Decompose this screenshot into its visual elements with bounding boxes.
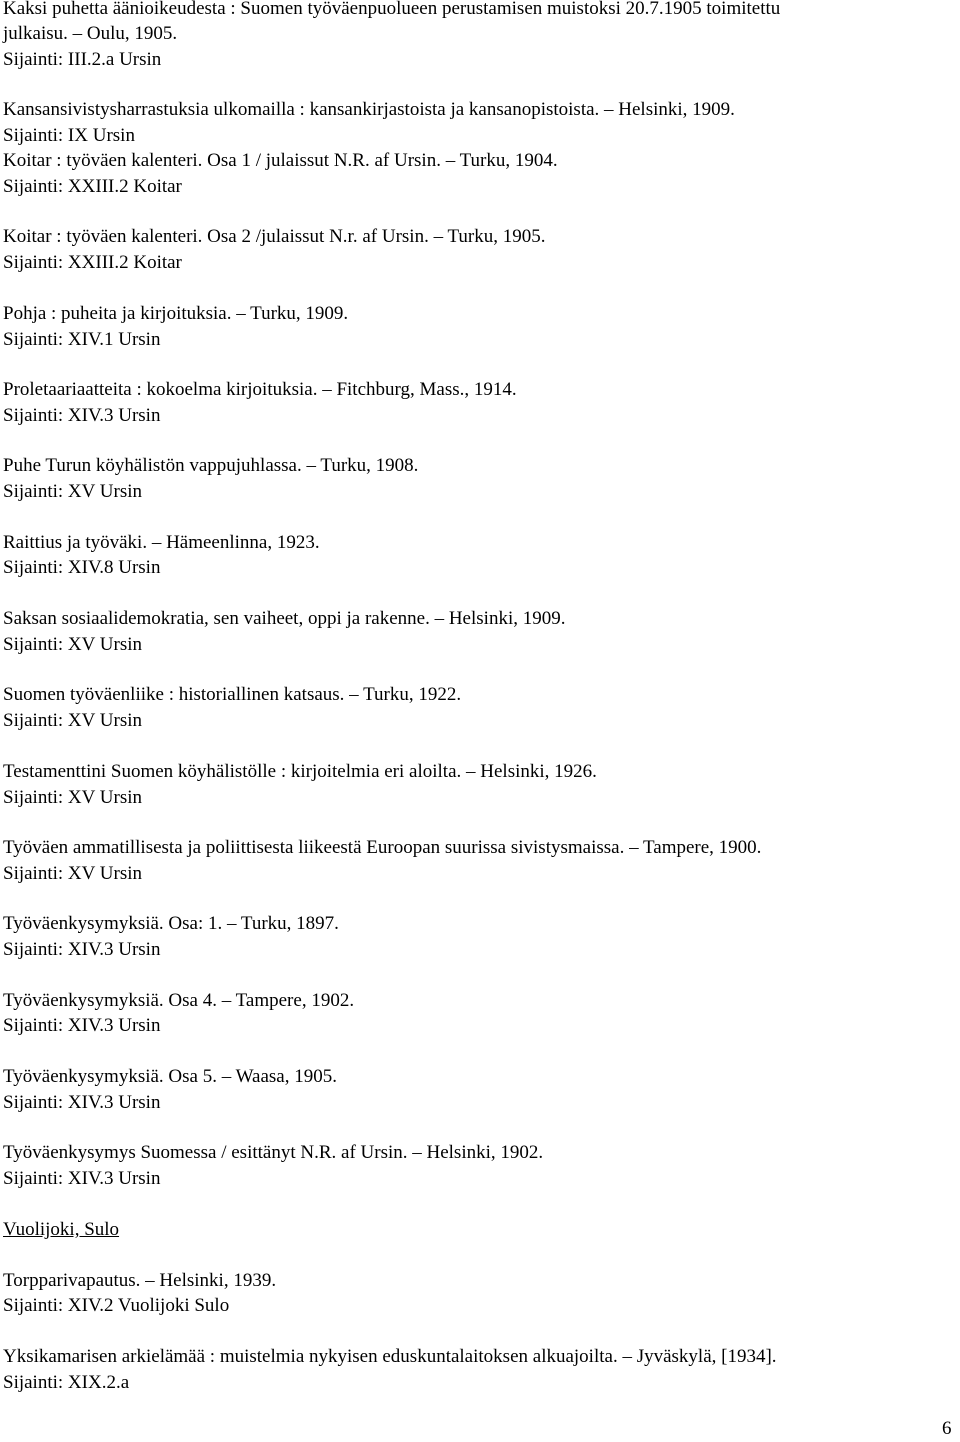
entry-title-line: Työväenkysymyksiä. Osa: 1. – Turku, 1897. bbox=[3, 913, 339, 934]
author-heading[interactable]: Vuolijoki, Sulo bbox=[3, 1219, 120, 1240]
entry-location: Sijainti: XIV.3 Ursin bbox=[3, 1015, 161, 1036]
entry-location: Sijainti: XIX.2.a bbox=[3, 1372, 130, 1393]
entry-location: Sijainti: IX Ursin bbox=[3, 125, 135, 146]
entry-location: Sijainti: XIV.1 Ursin bbox=[3, 329, 161, 350]
entry-location: Sijainti: XIV.2 Vuolijoki Sulo bbox=[3, 1295, 230, 1316]
entry-location: Sijainti: XXIII.2 Koitar bbox=[3, 176, 182, 197]
entry-location: Sijainti: III.2.a Ursin bbox=[3, 49, 162, 70]
page-number: 6 bbox=[942, 1418, 952, 1439]
entry-title-line: Kansansivistysharrastuksia ulkomailla : kansankirjastoista ja kansanopistoista. – Helsinki, 1909. bbox=[3, 99, 735, 120]
entry-location: Sijainti: XIV.3 Ursin bbox=[3, 405, 161, 426]
entry-location: Sijainti: XIV.3 Ursin bbox=[3, 1168, 161, 1189]
entry-location: Sijainti: XV Ursin bbox=[3, 481, 142, 502]
entry-location: Sijainti: XIV.3 Ursin bbox=[3, 939, 161, 960]
entry-title-line: Raittius ja työväki. – Hämeenlinna, 1923. bbox=[3, 532, 320, 553]
entry-title-line: Koitar : työväen kalenteri. Osa 1 / julaissut N.R. af Ursin. – Turku, 1904. bbox=[3, 150, 558, 171]
entry-title-line: Työväenkysymyksiä. Osa 4. – Tampere, 1902. bbox=[3, 990, 355, 1011]
entry-location: Sijainti: XIV.3 Ursin bbox=[3, 1092, 161, 1113]
entry-title-line: Kaksi puhetta äänioikeudesta : Suomen työväenpuolueen perustamisen muistoksi 20.7.1905 toimitettu bbox=[3, 0, 781, 19]
entry-title-line: Koitar : työväen kalenteri. Osa 2 /julaissut N.r. af Ursin. – Turku, 1905. bbox=[3, 226, 546, 247]
entry-title-line: Suomen työväenliike : historiallinen katsaus. – Turku, 1922. bbox=[3, 684, 462, 705]
entry-title-line: Saksan sosiaalidemokratia, sen vaiheet, oppi ja rakenne. – Helsinki, 1909. bbox=[3, 608, 566, 629]
entry-title-line: Proletaariaatteita : kokoelma kirjoituksia. – Fitchburg, Mass., 1914. bbox=[3, 379, 517, 400]
entry-title-line: Torpparivapautus. – Helsinki, 1939. bbox=[3, 1270, 277, 1291]
entry-title-line: Yksikamarisen arkielämää : muistelmia nykyisen eduskuntalaitoksen alkuajoilta. – Jyväskylä, [1934]. bbox=[3, 1346, 777, 1367]
entry-title-line: julkaisu. – Oulu, 1905. bbox=[3, 23, 178, 44]
entry-title-line: Testamenttini Suomen köyhälistölle : kirjoitelmia eri aloilta. – Helsinki, 1926. bbox=[3, 761, 597, 782]
entry-title-line: Puhe Turun köyhälistön vappujuhlassa. – Turku, 1908. bbox=[3, 455, 419, 476]
entry-title-line: Työväenkysymys Suomessa / esittänyt N.R. af Ursin. – Helsinki, 1902. bbox=[3, 1142, 544, 1163]
entry-location: Sijainti: XV Ursin bbox=[3, 710, 142, 731]
entry-location: Sijainti: XV Ursin bbox=[3, 863, 142, 884]
entry-location: Sijainti: XV Ursin bbox=[3, 787, 142, 808]
entry-location: Sijainti: XXIII.2 Koitar bbox=[3, 252, 182, 273]
entry-location: Sijainti: XV Ursin bbox=[3, 634, 142, 655]
entry-title-line: Työväenkysymyksiä. Osa 5. – Waasa, 1905. bbox=[3, 1066, 337, 1087]
entry-title-line: Työväen ammatillisesta ja poliittisesta liikeestä Euroopan suurissa sivistysmaissa. – Tampere, 1900. bbox=[3, 837, 762, 858]
entry-title-line: Pohja : puheita ja kirjoituksia. – Turku, 1909. bbox=[3, 303, 349, 324]
entry-location: Sijainti: XIV.8 Ursin bbox=[3, 557, 161, 578]
